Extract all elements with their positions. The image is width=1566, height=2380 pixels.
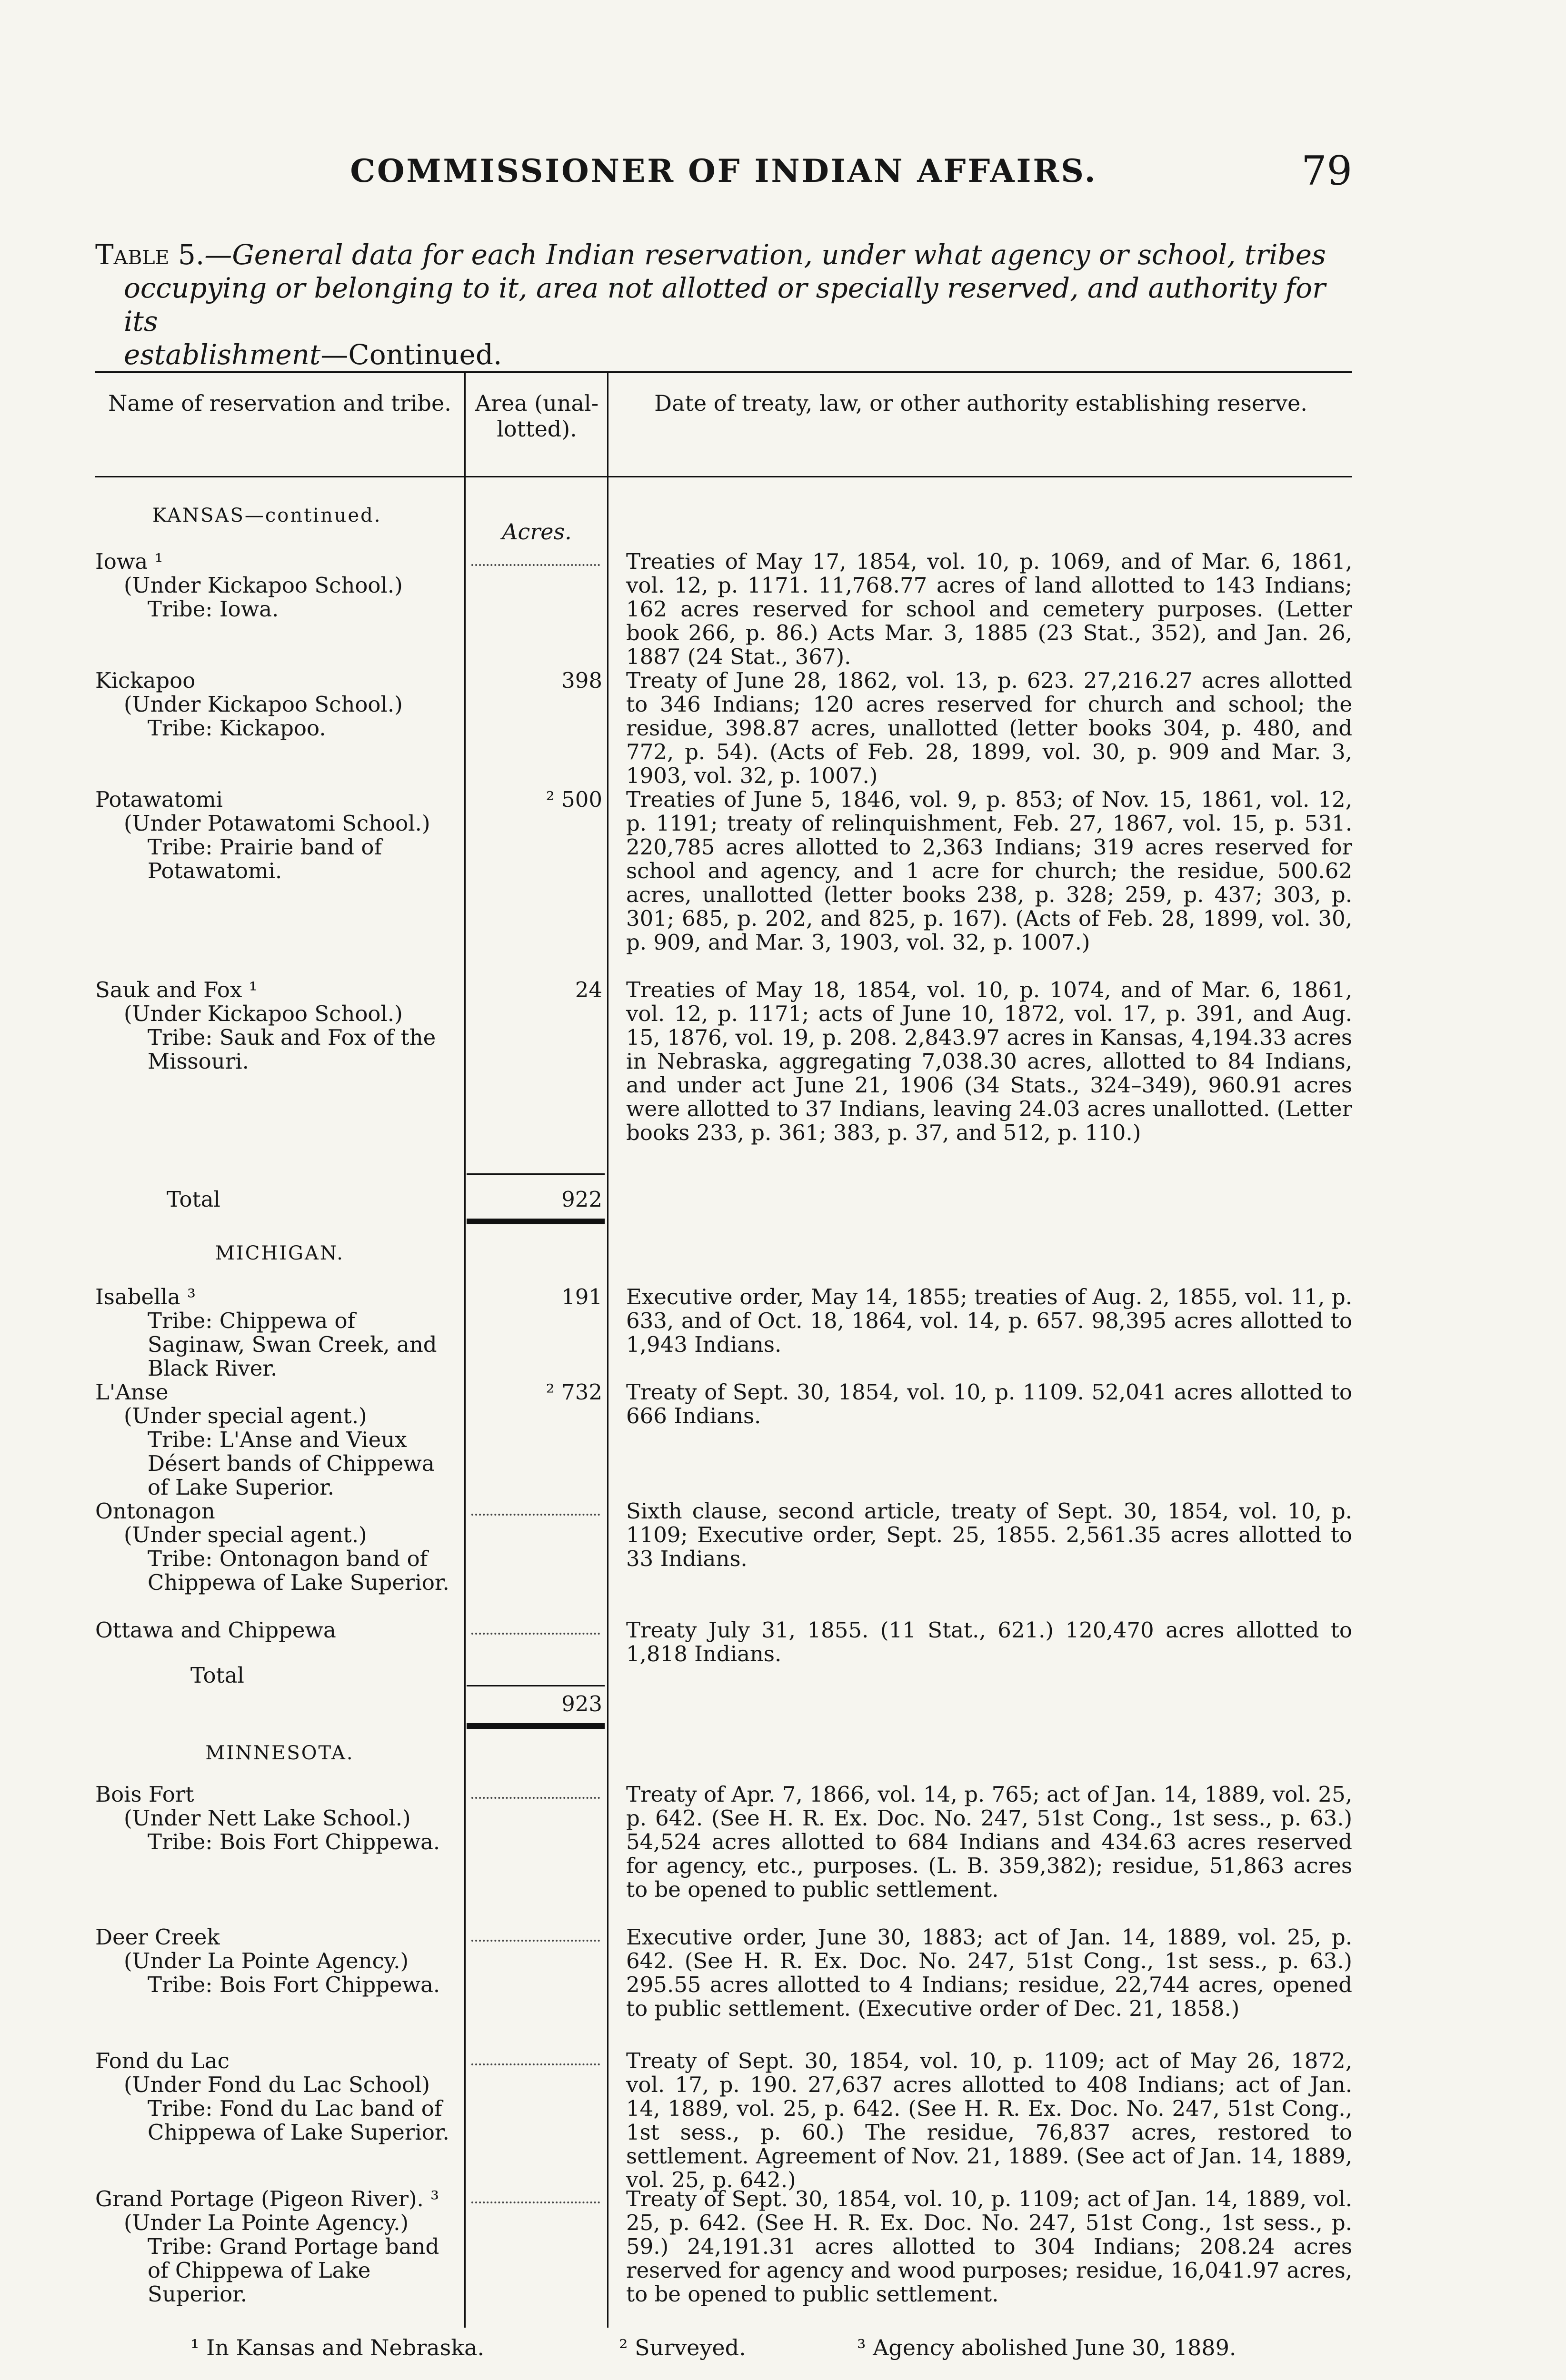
tribe-name: Tribe: Bois Fort Chippewa. bbox=[148, 1972, 440, 1997]
total-label: Total bbox=[190, 1663, 244, 1688]
agency-name: (Under special agent.) bbox=[124, 1522, 367, 1547]
agency-name: (Under Fond du Lac School) bbox=[124, 2072, 430, 2097]
column-header-authority: Date of treaty, law, or other authority establishing reserve. bbox=[654, 390, 1307, 416]
total-label: Total bbox=[167, 1187, 220, 1212]
area-value: ² 500 bbox=[546, 787, 602, 812]
area-leader-dots bbox=[471, 1925, 600, 1942]
agency-name: (Under La Pointe Agency.) bbox=[124, 2210, 409, 2235]
tribe-name: Tribe: Chippewa of Saginaw, Swan Creek, and Black River. bbox=[148, 1308, 437, 1381]
authority-text: Sixth clause, second article, treaty of Sept. 30, 1854, vol. 10, p. 1109; Executive order, Sept. 25, 1855. 2,561.35 acres allotted to 33 Indians. bbox=[626, 1498, 1352, 1571]
section-title-minnesota: MINNESOTA. bbox=[205, 1742, 354, 1764]
page-header bbox=[95, 143, 1352, 200]
reservation-name: Ontonagon bbox=[95, 1498, 215, 1524]
table-top-rule bbox=[95, 371, 1352, 373]
reservation-name: Potawatomi bbox=[95, 787, 223, 812]
reservation-name: Grand Portage (Pigeon River). ³ bbox=[95, 2186, 439, 2211]
total-value: 922 bbox=[561, 1187, 602, 1212]
tribe-name: Tribe: Kickapoo. bbox=[148, 715, 326, 741]
reservation-name: Ottawa and Chippewa bbox=[95, 1617, 336, 1643]
tribe-name: Tribe: Iowa. bbox=[148, 596, 279, 622]
authority-text: Treaty of Sept. 30, 1854, vol. 10, p. 1109; act of Jan. 14, 1889, vol. 25, p. 642. (See H. R. Ex. Doc. No. 247, 51st Cong., 1st sess., p. 59.) 24,191.31 acres allotted to 304 Indians; 208.24 acres reserved for agency and wood purposes; residue, 16,041.97 acres, to be opened to public settlement. bbox=[626, 2186, 1352, 2307]
total-value: 923 bbox=[561, 1691, 602, 1716]
reservation-cell bbox=[95, 1285, 457, 1380]
reservation-name: Sauk and Fox ¹ bbox=[95, 977, 258, 1002]
reservation-cell bbox=[95, 1618, 457, 1642]
column-header-area: Area (unal-lotted). bbox=[475, 390, 599, 442]
area-leader-dots bbox=[471, 1499, 600, 1516]
agency-name: (Under La Pointe Agency.) bbox=[124, 1948, 409, 1973]
reservation-name: Kickapoo bbox=[95, 668, 196, 693]
agency-name: (Under Kickapoo School.) bbox=[124, 692, 403, 717]
area-value: 191 bbox=[561, 1284, 602, 1309]
total-double-rule bbox=[467, 1219, 605, 1224]
reservation-name: Deer Creek bbox=[95, 1924, 220, 1950]
reservation-cell bbox=[95, 2049, 457, 2144]
reservation-cell bbox=[95, 978, 457, 1073]
authority-text: Executive order, May 14, 1855; treaties of Aug. 2, 1855, vol. 11, p. 633, and of Oct. 18, 1864, vol. 14, p. 657. 98,395 acres allotted to 1,943 Indians. bbox=[626, 1284, 1352, 1357]
tribe-name: Tribe: Fond du Lac band of Chippewa of Lake Superior. bbox=[148, 2096, 449, 2145]
page-number: 79 bbox=[1301, 148, 1352, 194]
reservation-cell bbox=[95, 669, 457, 740]
agency-name: (Under Potawatomi School.) bbox=[124, 811, 430, 836]
reservation-cell bbox=[95, 1783, 457, 1854]
footnote-1: ¹ In Kansas and Nebraska. bbox=[190, 2335, 485, 2360]
tribe-name: Tribe: Grand Portage band of Chippewa of Lake Superior. bbox=[148, 2234, 439, 2307]
agency-name: (Under Kickapoo School.) bbox=[124, 1001, 403, 1026]
area-value: 24 bbox=[575, 977, 602, 1002]
area-value: ² 732 bbox=[546, 1379, 602, 1405]
total-double-rule bbox=[467, 1723, 605, 1729]
caption-line3a: establishment bbox=[124, 338, 321, 371]
area-leader-dots bbox=[471, 1783, 600, 1799]
caption-line3b: —Continued. bbox=[320, 338, 502, 371]
caption-line2: occupying or belonging to it, area not allotted or specially reserved, and authority for its bbox=[124, 272, 1326, 337]
column-divider bbox=[464, 371, 466, 2328]
table-header-rule bbox=[95, 476, 1352, 477]
caption-line1: —General data for each Indian reservation, under what agency or school, tribes bbox=[204, 238, 1326, 271]
tribe-name: Tribe: Sauk and Fox of the Missouri. bbox=[148, 1025, 436, 1074]
acres-unit-label: Acres. bbox=[502, 519, 572, 545]
tribe-name: Tribe: Prairie band of Potawatomi. bbox=[148, 834, 382, 883]
footnote-3: ³ Agency abolished June 30, 1889. bbox=[857, 2335, 1237, 2360]
reservation-name: L'Anse bbox=[95, 1379, 169, 1405]
authority-text: Treaty July 31, 1855. (11 Stat., 621.) 120,470 acres allotted to 1,818 Indians. bbox=[626, 1617, 1352, 1666]
data-table bbox=[95, 371, 1352, 2328]
section-title-michigan: MICHIGAN. bbox=[215, 1242, 345, 1264]
agency-name: (Under Nett Lake School.) bbox=[124, 1805, 411, 1831]
reservation-cell bbox=[95, 550, 457, 621]
area-value: 398 bbox=[561, 668, 602, 693]
reservation-cell bbox=[95, 1925, 457, 1997]
reservation-cell bbox=[95, 1380, 457, 1499]
caption-lead: Table 5. bbox=[95, 238, 205, 271]
agency-name: (Under Kickapoo School.) bbox=[124, 573, 403, 598]
reservation-cell bbox=[95, 2187, 457, 2306]
tribe-name: Tribe: Ontonagon band of Chippewa of Lake Superior. bbox=[148, 1546, 449, 1595]
reservation-cell bbox=[95, 1499, 457, 1595]
footnote-2: ² Surveyed. bbox=[619, 2335, 746, 2360]
reservation-name: Iowa ¹ bbox=[95, 549, 163, 574]
authority-text: Treaties of May 18, 1854, vol. 10, p. 1074, and of Mar. 6, 1861, vol. 12, p. 1171; acts of June 10, 1872, vol. 17, p. 391, and Aug. 15, 1876, vol. 19, p. 208. 2,843.97 acres in Kansas, 4,194.33 acres in Nebraska, aggregating 7,038.30 acres, allotted to 84 Indians, and under act June 21, 1906 (34 Stats., 324–349), 960.91 acres were allotted to 37 Indians, leaving 24.03 acres unallotted. (Letter books 233, p. 361; 383, p. 37, and 512, p. 110.) bbox=[626, 977, 1352, 1145]
section-title-kansas: KANSAS—continued. bbox=[152, 505, 382, 526]
table-caption bbox=[95, 238, 1352, 371]
area-leader-dots bbox=[471, 2187, 600, 2203]
authority-text: Treaty of June 28, 1862, vol. 13, p. 623. 27,216.27 acres allotted to 346 Indians; 120 acres reserved for church and school; the residue, 398.87 acres, unallotted (letter books 304, p. 480, and 772, p. 54). (Acts of Feb. 28, 1899, vol. 30, p. 909 and Mar. 3, 1903, vol. 32, p. 1007.) bbox=[626, 668, 1352, 788]
tribe-name: Tribe: Bois Fort Chippewa. bbox=[148, 1829, 440, 1854]
reservation-cell bbox=[95, 788, 457, 883]
authority-text: Treaties of June 5, 1846, vol. 9, p. 853; of Nov. 15, 1861, vol. 12, p. 1191; treaty of relinquishment, Feb. 27, 1867, vol. 15, p. 531. 220,785 acres allotted to 2,363 Indians; 319 acres reserved for school and agency, and 1 acre for church; the residue, 500.62 acres, unallotted (letter books 238, p. 328; 259, p. 437; 303, p. 301; 685, p. 202, and 825, p. 167). (Acts of Feb. 28, 1899, vol. 30, p. 909, and Mar. 3, 1903, vol. 32, p. 1007.) bbox=[626, 787, 1352, 955]
area-leader-dots bbox=[471, 1618, 600, 1635]
authority-text: Treaty of Sept. 30, 1854, vol. 10, p. 1109; act of May 26, 1872, vol. 17, p. 190. 27,637 acres allotted to 408 Indians; act of Jan. 14, 1889, vol. 25, p. 642. (See H. R. Ex. Doc. No. 247, 51st Cong., 1st sess., p. 60.) The residue, 76,837 acres, restored to settlement. Agreement of Nov. 21, 1889. (See act of Jan. 14, 1889, vol. 25, p. 642.) bbox=[626, 2048, 1352, 2192]
area-leader-dots bbox=[471, 2049, 600, 2065]
column-divider bbox=[607, 371, 608, 2328]
reservation-name: Bois Fort bbox=[95, 1782, 194, 1807]
authority-text: Treaty of Sept. 30, 1854, vol. 10, p. 1109. 52,041 acres allotted to 666 Indians. bbox=[626, 1379, 1352, 1428]
reservation-name: Isabella ³ bbox=[95, 1284, 196, 1309]
total-rule bbox=[467, 1173, 605, 1175]
reservation-name: Fond du Lac bbox=[95, 2048, 229, 2073]
agency-name: (Under special agent.) bbox=[124, 1403, 367, 1428]
tribe-name: Tribe: L'Anse and Vieux Désert bands of Chippewa of Lake Superior. bbox=[148, 1427, 435, 1500]
authority-text: Treaties of May 17, 1854, vol. 10, p. 1069, and of Mar. 6, 1861, vol. 12, p. 1171. 11,768.77 acres of land allotted to 143 Indians; 162 acres reserved for school and cemetery purposes. (Letter book 266, p. 86.) Acts Mar. 3, 1885 (23 Stat., 352), and Jan. 26, 1887 (24 Stat., 367). bbox=[626, 549, 1352, 669]
authority-text: Executive order, June 30, 1883; act of Jan. 14, 1889, vol. 25, p. 642. (See H. R. Ex. Doc. No. 247, 51st Cong., 1st sess., p. 63.) 295.55 acres allotted to 4 Indians; residue, 22,744 acres, opened to public settlement. (Executive order of Dec. 21, 1858.) bbox=[626, 1924, 1352, 2021]
area-leader-dots bbox=[471, 550, 600, 566]
column-header-name: Name of reservation and tribe. bbox=[108, 390, 451, 416]
running-head: COMMISSIONER OF INDIAN AFFAIRS. bbox=[350, 152, 1097, 189]
authority-text: Treaty of Apr. 7, 1866, vol. 14, p. 765; act of Jan. 14, 1889, vol. 25, p. 642. (See H. R. Ex. Doc. No. 247, 51st Cong., 1st sess., p. 63.) 54,524 acres allotted to 684 Indians and 434.63 acres reserved for agency, etc., purposes. (L. B. 359,382); residue, 51,863 acres to be opened to public settlement. bbox=[626, 1782, 1352, 1902]
